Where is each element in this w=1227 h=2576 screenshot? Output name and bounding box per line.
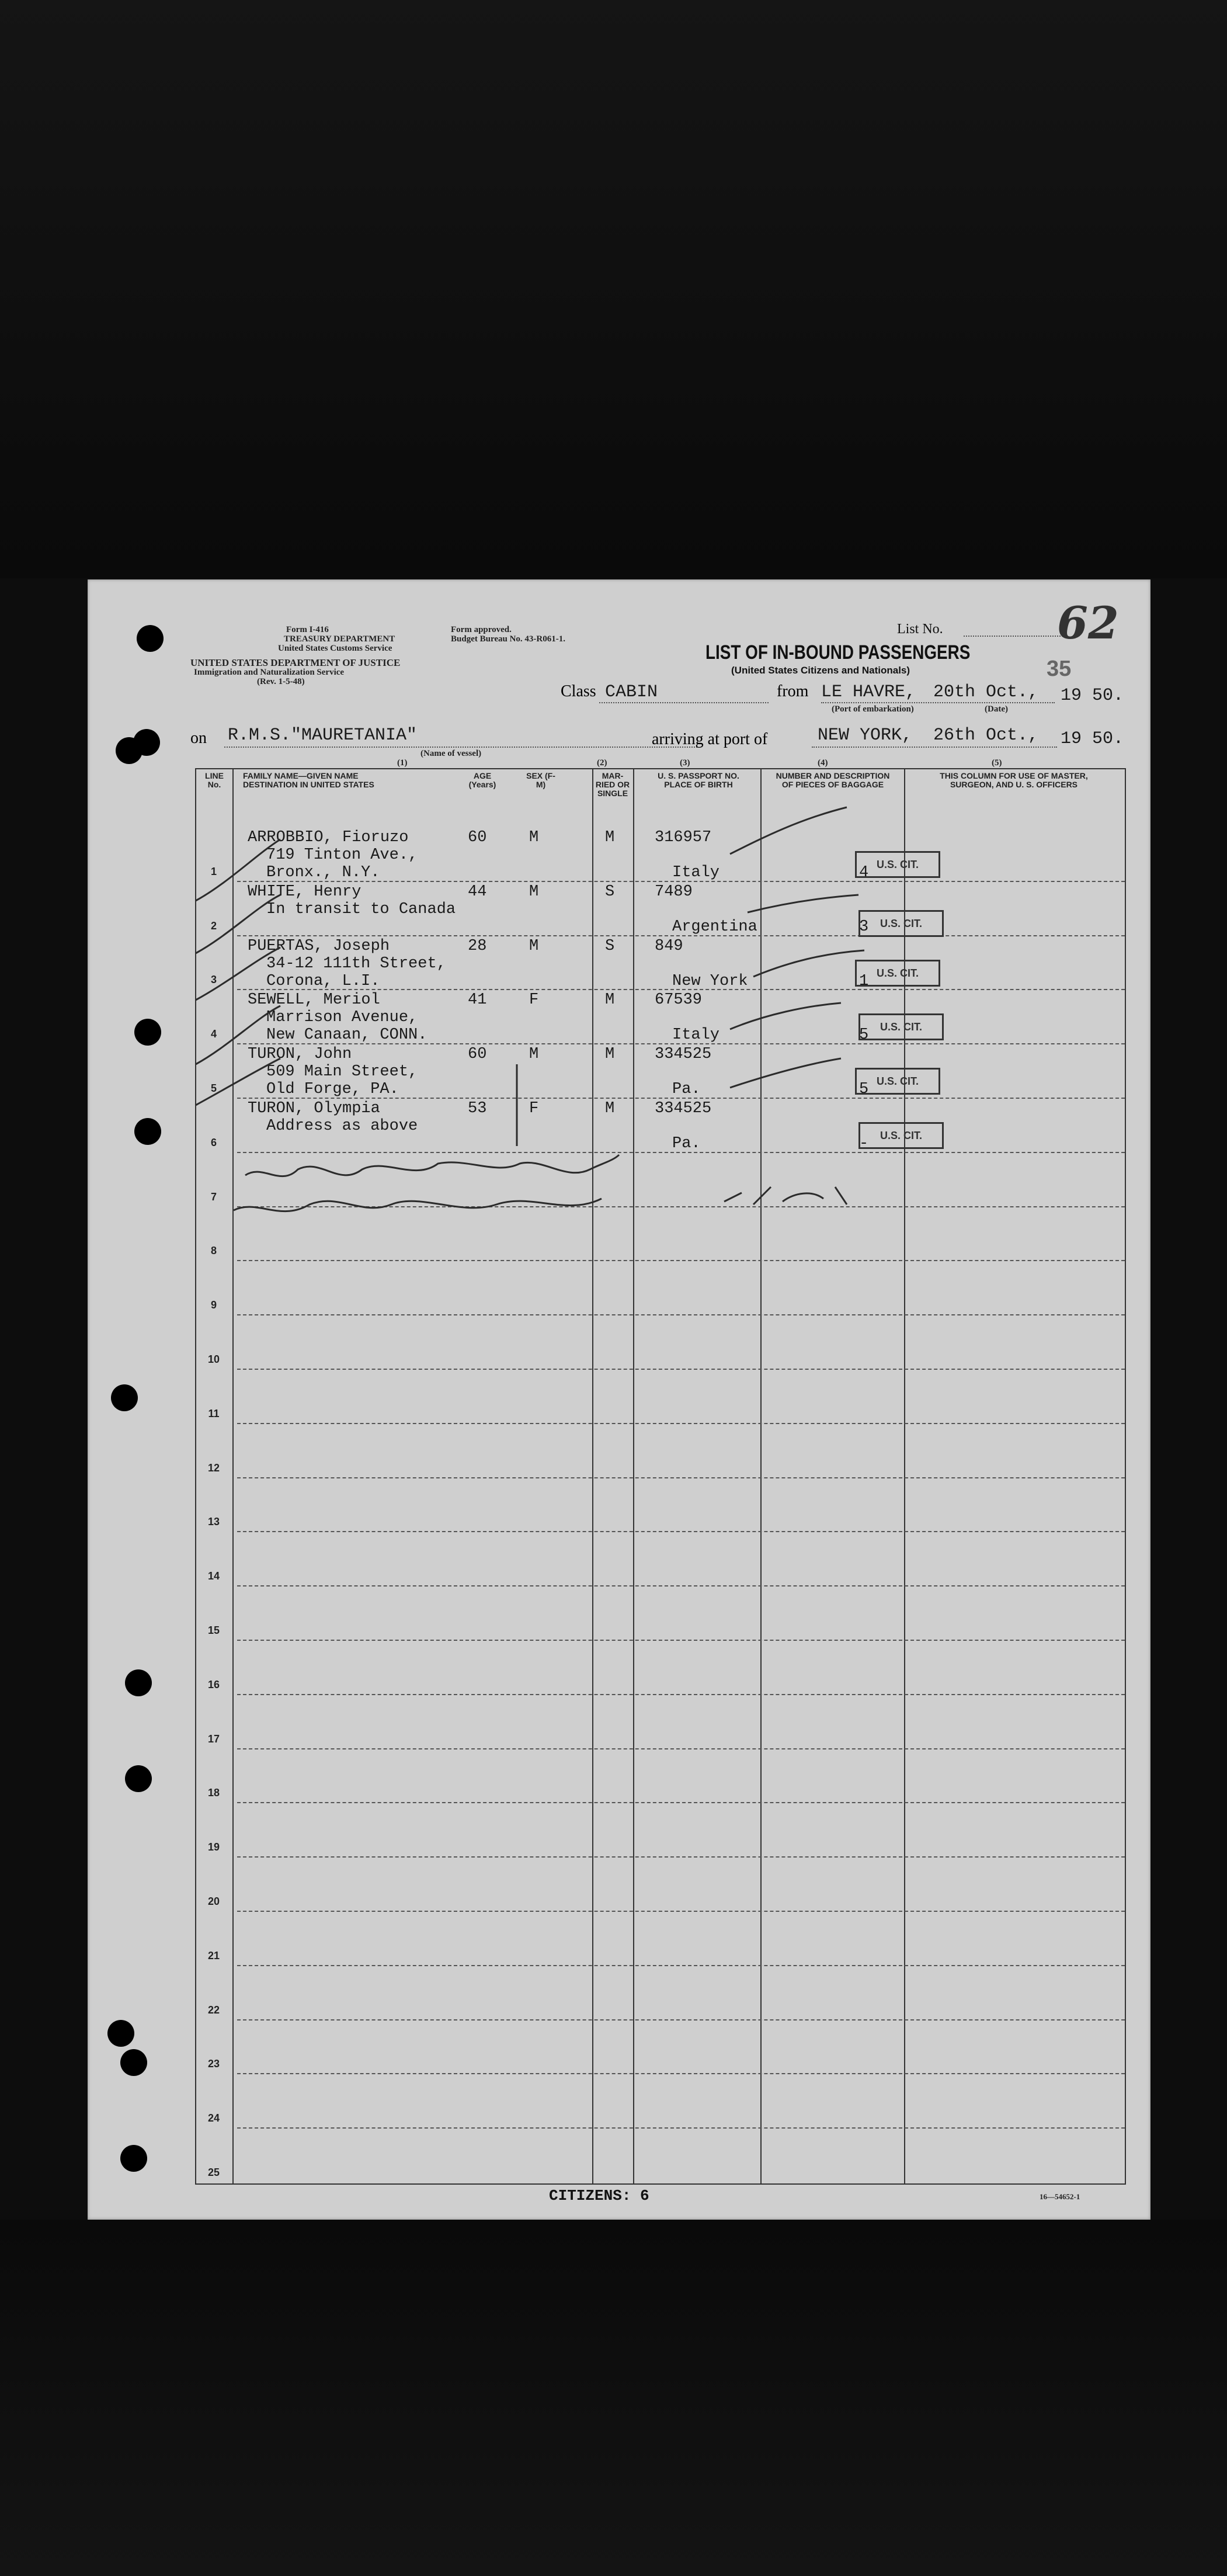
revision-label: (Rev. 1-5-48) [257, 677, 305, 686]
passenger-sex: M [529, 829, 539, 846]
baggage-count: - [859, 1135, 869, 1152]
line-number: 17 [207, 1733, 220, 1745]
line-number: 18 [207, 1787, 220, 1799]
baggage-count: 5 [859, 1081, 869, 1099]
passenger-name: TURON, John [248, 1046, 352, 1064]
class-value: CABIN [605, 682, 658, 702]
line-number: 1 [210, 865, 217, 877]
passenger-name: ARROBBIO, Fioruzo [248, 829, 409, 846]
passenger-name: TURON, Olympia [248, 1100, 380, 1117]
embarkation-year: 19 50. [1061, 686, 1124, 706]
passenger-age: 53 [468, 1100, 487, 1117]
class-label: Class [561, 682, 596, 700]
arriving-label: arriving at port of [652, 730, 768, 748]
signature-scrawl [234, 1199, 602, 1211]
passport-number: 849 [655, 937, 683, 955]
passenger-address: 509 Main Street, [266, 1063, 418, 1081]
customs-label: United States Customs Service [278, 644, 392, 653]
line-number: 5 [210, 1082, 217, 1094]
signature-scrawl [245, 1155, 619, 1176]
line-number: 12 [207, 1461, 220, 1474]
passenger-age: 60 [468, 1046, 487, 1064]
baggage-count: 5 [859, 1026, 869, 1044]
passenger-name: SEWELL, Meriol [248, 991, 380, 1009]
line-number: 7 [210, 1190, 217, 1203]
line-number: 6 [210, 1136, 217, 1148]
line-number: 25 [207, 2167, 220, 2178]
line-number: 10 [207, 1353, 220, 1365]
port-caption: (Port of embarkation) [832, 704, 914, 714]
check-stroke [196, 1006, 280, 1064]
from-label: from [777, 682, 809, 700]
passenger-address: In transit to Canada [266, 900, 456, 918]
passenger-name: PUERTAS, Joseph [248, 937, 390, 955]
passport-check [748, 895, 858, 912]
us-citizen-stamp: U.S. CIT. [855, 1068, 940, 1095]
form-number: Form I-416 [286, 625, 329, 634]
line-number: 14 [207, 1570, 220, 1582]
place-of-birth: Italy [672, 864, 720, 881]
passenger-sex: F [529, 991, 539, 1009]
passport-number: 7489 [655, 883, 693, 901]
passport-check [753, 950, 864, 977]
line-number: 20 [207, 1895, 220, 1907]
passenger-sex: M [529, 883, 539, 901]
header-age: AGE (Years) [468, 771, 496, 789]
line-number: 2 [210, 919, 217, 932]
line-number: 13 [207, 1516, 220, 1528]
header-officers: THIS COLUMN FOR USE OF MASTER, SURGEON, AND U. S. OFFICERS [940, 771, 1088, 789]
list-no-value: 62 [1057, 597, 1119, 649]
print-code: 16—54652-1 [1040, 2192, 1080, 2201]
passport-check [730, 1058, 841, 1088]
line-number: 21 [207, 1949, 220, 1961]
arrival-year: 19 50. [1061, 729, 1124, 749]
passenger-sex: F [529, 1100, 539, 1117]
header-baggage: NUMBER AND DESCRIPTION OF PIECES OF BAGGAGE [776, 771, 890, 789]
passenger-marital-status: S [605, 937, 615, 955]
passenger-sex: M [529, 937, 539, 955]
approved-label: Form approved. [451, 625, 512, 634]
passenger-marital-status: M [605, 991, 615, 1009]
list-no-label: List No. [897, 622, 943, 637]
film-border-top [0, 0, 1227, 578]
budget-label: Budget Bureau No. 43-R061-1. [451, 634, 565, 644]
column-number: (1) [397, 758, 408, 768]
column-number: (3) [680, 758, 690, 768]
column-number: (5) [992, 758, 1002, 768]
passenger-marital-status: M [605, 1046, 615, 1064]
immigration-label: Immigration and Naturalization Service [194, 668, 345, 677]
passenger-address: Address as above [266, 1117, 418, 1135]
passport-number: 334525 [655, 1100, 712, 1117]
line-number: 23 [207, 2058, 220, 2070]
handwritten-marks [88, 579, 1150, 2220]
us-citizen-stamp: U.S. CIT. [858, 1013, 944, 1040]
place-of-birth: New York [672, 972, 748, 990]
passport-number: 334525 [655, 1046, 712, 1064]
line-number: 19 [207, 1841, 220, 1853]
passenger-address: 719 Tinton Ave., [266, 846, 418, 864]
passport-number: 316957 [655, 829, 712, 846]
vessel-caption: (Name of vessel) [420, 749, 482, 758]
passenger-address: Marrison Avenue, [266, 1009, 418, 1027]
check-stroke [196, 1058, 280, 1105]
passenger-address: 34-12 111th Street, [266, 954, 446, 973]
passenger-sex: M [529, 1046, 539, 1064]
page-title: LIST OF IN-BOUND PASSENGERS [705, 641, 971, 664]
line-number: 16 [207, 1678, 220, 1690]
us-citizen-stamp: U.S. CIT. [858, 910, 944, 937]
place-of-birth: Argentina [672, 918, 757, 936]
line-number: 3 [210, 974, 217, 986]
passenger-address-2: Corona, L.I. [266, 972, 380, 990]
line-number: 15 [207, 1624, 220, 1636]
column-number: (4) [818, 758, 828, 768]
passenger-name: WHITE, Henry [248, 883, 362, 901]
passenger-address-2: Old Forge, PA. [266, 1081, 399, 1099]
header-sex: SEX (F-M) [526, 771, 555, 789]
justice-label: UNITED STATES DEPARTMENT OF JUSTICE [190, 657, 401, 668]
header-line-no: LINE No. [205, 771, 224, 789]
header-married: MAR-RIED OR SINGLE [595, 771, 630, 798]
line-number: 4 [210, 1028, 217, 1040]
list-stamp-number: 35 [1047, 657, 1072, 681]
header-passport: U. S. PASSPORT NO. PLACE OF BIRTH [658, 771, 739, 789]
film-border-bottom [0, 2220, 1227, 2576]
line-number: 24 [207, 2112, 220, 2124]
place-of-birth: Pa. [672, 1081, 701, 1099]
passport-check [730, 807, 847, 854]
passenger-marital-status: S [605, 883, 615, 901]
passenger-marital-status: M [605, 829, 615, 846]
date-caption: (Date) [985, 704, 1008, 714]
line-number: 11 [208, 1407, 220, 1419]
passenger-marital-status: M [605, 1100, 615, 1117]
place-of-birth: Italy [672, 1026, 720, 1044]
passport-check [730, 1003, 841, 1029]
check-stroke [196, 839, 280, 901]
page-subtitle: (United States Citizens and Nationals) [731, 665, 910, 676]
passenger-age: 28 [468, 937, 487, 955]
passenger-age: 41 [468, 991, 487, 1009]
arrival-date: 26th Oct., [933, 725, 1039, 745]
check-stroke [196, 947, 280, 1000]
embarkation-date: 20th Oct., [933, 682, 1039, 702]
citizens-total: CITIZENS: 6 [549, 2187, 649, 2204]
us-citizen-stamp: U.S. CIT. [858, 1122, 944, 1149]
treasury-label: TREASURY DEPARTMENT [284, 634, 395, 644]
signature-scrawl [724, 1187, 847, 1204]
port-of-embarkation: LE HAVRE, [821, 682, 916, 702]
baggage-count: 3 [859, 918, 869, 936]
us-citizen-stamp: U.S. CIT. [855, 960, 940, 987]
baggage-count: 1 [859, 972, 869, 990]
line-number: 9 [210, 1299, 217, 1311]
passport-number: 67539 [655, 991, 703, 1009]
column-number: (2) [597, 758, 607, 768]
line-number: 8 [210, 1245, 217, 1257]
passenger-age: 60 [468, 829, 487, 846]
passenger-age: 44 [468, 883, 487, 901]
us-citizen-stamp: U.S. CIT. [855, 851, 940, 878]
passenger-address-2: New Canaan, CONN. [266, 1026, 427, 1044]
on-label: on [190, 729, 207, 747]
baggage-count: 4 [859, 864, 869, 881]
arrival-port: NEW YORK, [818, 725, 913, 745]
check-stroke [196, 895, 280, 953]
manifest-sheet [88, 579, 1150, 2220]
line-number: 22 [207, 2004, 220, 2016]
header-name: FAMILY NAME—GIVEN NAME DESTINATION IN UNITED STATES [243, 771, 374, 789]
vessel-name: R.M.S."MAURETANIA" [228, 725, 418, 745]
passenger-address-2: Bronx., N.Y. [266, 864, 380, 881]
place-of-birth: Pa. [672, 1135, 701, 1152]
